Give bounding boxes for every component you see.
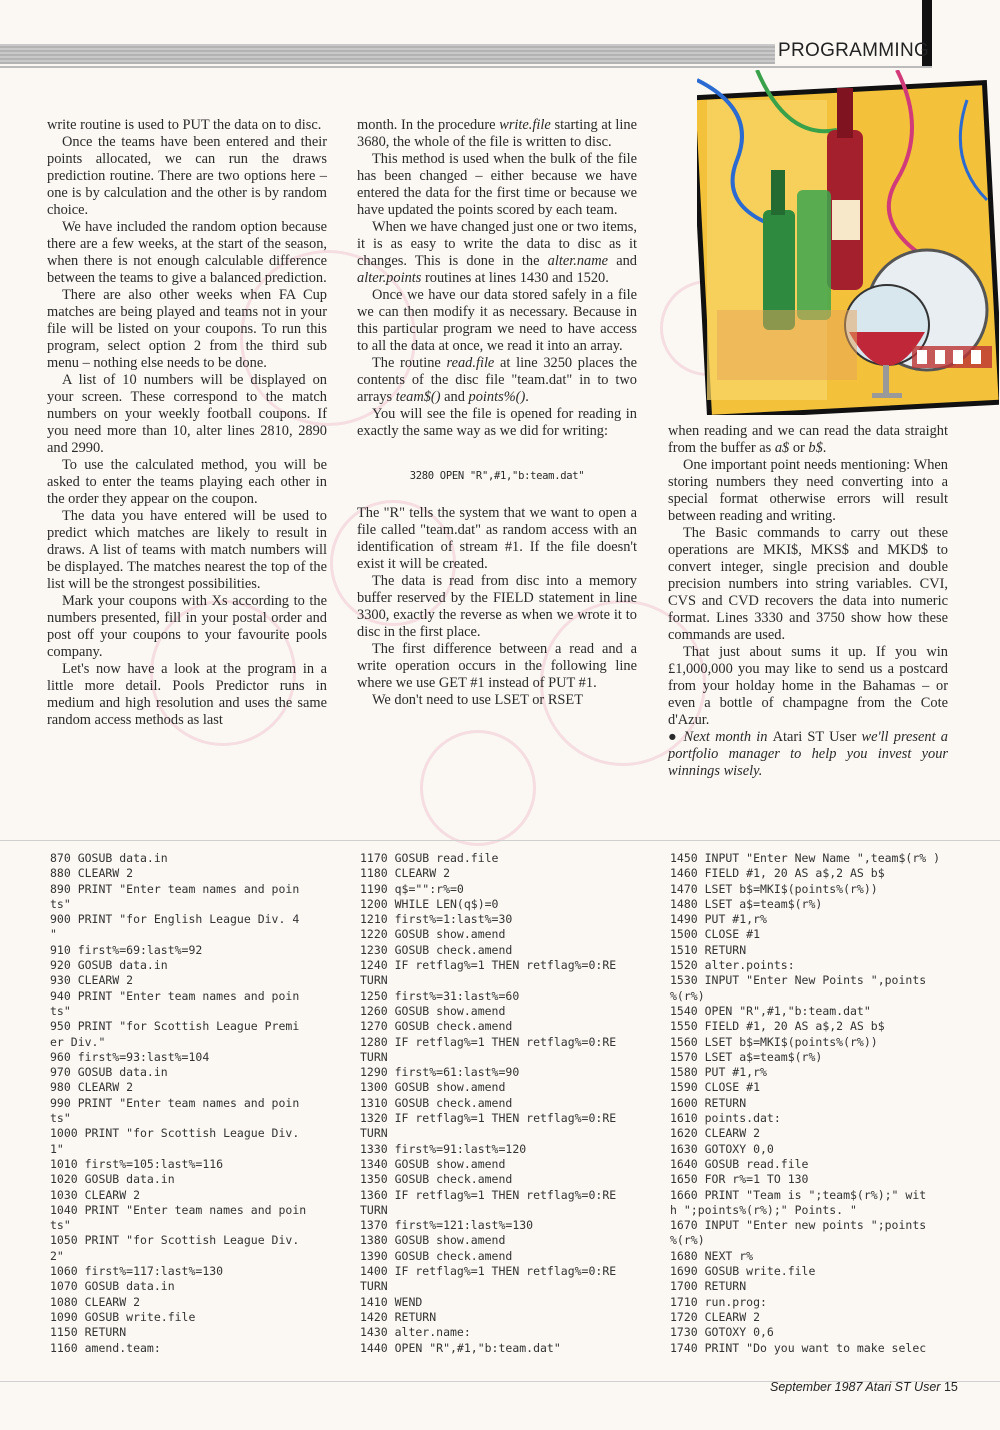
code-line: 1550 FIELD #1, 20 AS a$,2 AS b$ (670, 1019, 885, 1034)
code-line: 1340 GOSUB show.amend (360, 1156, 506, 1171)
code-line: 1230 GOSUB check.amend (360, 942, 513, 957)
code-line: 1000 PRINT "for Scottish League Div. (50, 1126, 300, 1141)
code-line: 1620 CLEARW 2 (670, 1126, 761, 1141)
code-line: 1170 GOSUB read.file (360, 851, 499, 865)
paragraph: The data is read from disc into a memory buffer reserved by the FIELD statement in line 3300, exactly the reverse as when we wrote it to disc in the first place. (357, 573, 637, 640)
code-line: 910 first%=69:last%=92 (50, 942, 203, 957)
next-month-note: ● Next month in Atari ST User we'll present a portfolio manager to help you invest your winnings wisely. (668, 729, 948, 779)
code-line: 880 CLEARW 2 (50, 866, 134, 881)
code-line: 1660 PRINT "Team is ";team$(r%);" wit (670, 1187, 927, 1202)
code-line: 1640 GOSUB read.file (670, 1156, 809, 1171)
code-line: 1040 PRINT "Enter team names and poin (50, 1202, 307, 1217)
code-line: 1630 GOTOXY 0,0 (670, 1141, 774, 1156)
paragraph: You will see the file is opened for reading in exactly the same way as we did for writing: (357, 406, 637, 439)
header-rule (0, 66, 932, 68)
paragraph: Let's now have a look at the program in a little more detail. Pools Predictor runs in medium and high resolution and uses the same random access methods as last (47, 661, 327, 728)
paragraph: We don't need to use LSET or RSET (372, 692, 584, 708)
paragraph: That just about sums it up. If you win £1,000,000 you may like to send us a postcard from your holday home in the Bahamas – or even a bottle of champagne from the Cote d'Azur. (668, 644, 948, 728)
code-line: 980 CLEARW 2 (50, 1080, 134, 1095)
code-line: 1" (50, 1141, 64, 1156)
code-line: 1650 FOR r%=1 TO 130 (670, 1172, 809, 1187)
code-line: 1530 INPUT "Enter New Points ",points (670, 973, 927, 988)
code-line: 1260 GOSUB show.amend (360, 1003, 506, 1018)
code-line: 1440 OPEN "R",#1,"b:team.dat" (360, 1340, 561, 1355)
code-line: 1030 CLEARW 2 (50, 1187, 141, 1202)
code-line: 1150 RETURN (50, 1325, 127, 1340)
page-footer (770, 1380, 958, 1394)
code-line: " (50, 927, 57, 942)
code-line: ts" (50, 1218, 71, 1233)
code-line: 1610 points.dat: (670, 1111, 781, 1126)
paragraph: There are also other weeks when FA Cup matches are being played and teams not in your file will be listed on your coupons. To run this program, select option 2 from the third sub menu – nothing else needs to be done. (47, 287, 327, 371)
code-line: %(r%) (670, 988, 705, 1003)
paragraph: The data you have entered will be used to predict which matches are likely to result in draws. A list of teams with match numbers will be displayed. The matches nearest the top of the list will be the strongest possibilities. (47, 508, 327, 592)
code-line: 1410 WEND (360, 1294, 423, 1309)
code-line: 990 PRINT "Enter team names and poin (50, 1095, 300, 1110)
code-line: 1430 alter.name: (360, 1325, 471, 1340)
bullet-icon: ● (668, 729, 679, 745)
code-line: 1670 INPUT "Enter new points ";points (670, 1218, 927, 1233)
code-line: 1070 GOSUB data.in (50, 1279, 175, 1294)
listing-column-3 (670, 851, 940, 1356)
code-line: 960 first%=93:last%=104 (50, 1049, 210, 1064)
code-line: 930 CLEARW 2 (50, 973, 134, 988)
paragraph: Once we have our data stored safely in a file we can then modify it as necessary. Because in this particular program we need to have access to all the data at once, we read it into an array. (357, 287, 637, 354)
code-line: 1090 GOSUB write.file (50, 1309, 196, 1324)
code-line: 1180 CLEARW 2 (360, 866, 451, 881)
paragraph: The first difference between a read and a write operation occurs in the following line where we use GET #1 instead of PUT #1. (357, 641, 637, 691)
code-line: TURN (360, 1049, 388, 1064)
code-line: 1370 first%=121:last%=130 (360, 1218, 534, 1233)
paragraph: when reading and we can read the data straight from the buffer as a$ or b$. (668, 423, 948, 456)
code-line: ts" (50, 896, 71, 911)
code-line: 1190 q$="":r%=0 (360, 881, 464, 896)
code-line: TURN (360, 1279, 388, 1294)
paragraph: month. In the procedure write.file starting at line 3680, the whole of the file is written to disc. (357, 117, 637, 150)
paragraph: The routine read.file at line 3250 places the contents of the disc file "team.dat" in to two arrays team$() and points%(). (357, 355, 637, 405)
code-line: er Div." (50, 1034, 106, 1049)
code-line: 1420 RETURN (360, 1309, 437, 1324)
code-line: 1390 GOSUB check.amend (360, 1248, 513, 1263)
code-line: 1280 IF retflag%=1 THEN retflag%=0:RE (360, 1034, 617, 1049)
code-line: 1500 CLOSE #1 (670, 927, 761, 942)
code-line: 1330 first%=91:last%=120 (360, 1141, 527, 1156)
paragraph: The Basic commands to carry out these operations are MKI$, MKS$ and MKD$ to convert integer, single precision and double precision numbers into string variables. CVI, CVS and CVD recovers the data into numeric format. Lines 3330 and 3750 show how these commands are used. (668, 525, 948, 643)
code-line: 1310 GOSUB check.amend (360, 1095, 513, 1110)
code-line: 1160 amend.team: (50, 1340, 161, 1355)
code-line: 1460 FIELD #1, 20 AS a$,2 AS b$ (670, 866, 885, 881)
code-line: 1720 CLEARW 2 (670, 1309, 761, 1324)
code-line: 1560 LSET b$=MKI$(points%(r%)) (670, 1034, 878, 1049)
paragraph: The "R" tells the system that we want to open a file called "team.dat" as random access with an identification of stream #1. If the file doesn't exist it will be created. (357, 505, 637, 572)
article-column-2 (357, 117, 637, 709)
section-label: PROGRAMMING (778, 40, 930, 61)
code-line: 2" (50, 1248, 64, 1263)
code-line: 1050 PRINT "for Scottish League Div. (50, 1233, 300, 1248)
code-line: 1590 CLOSE #1 (670, 1080, 761, 1095)
code-line: ts" (50, 1111, 71, 1126)
article-column-1 (47, 117, 327, 729)
code-line: 1360 IF retflag%=1 THEN retflag%=0:RE (360, 1187, 617, 1202)
code-line: 1740 PRINT "Do you want to make selec (670, 1340, 927, 1355)
paragraph: To use the calculated method, you will be asked to enter the teams playing each other in the order they appear on the coupon. (47, 457, 327, 507)
paragraph: Once the teams have been entered and their points allocated, we can run the draws prediction routine. There are two options here – one is by calculation and the other is by random choice. (47, 134, 327, 218)
code-line: 1570 LSET a$=team$(r%) (670, 1049, 823, 1064)
watermark-circle (420, 730, 536, 846)
code-line: 870 GOSUB data.in (50, 851, 168, 865)
code-line: 1020 GOSUB data.in (50, 1172, 175, 1187)
code-line: 890 PRINT "Enter team names and poin (50, 881, 300, 896)
page-number: 15 (943, 1380, 958, 1394)
footer-date-magazine: September 1987 Atari ST User (770, 1380, 941, 1394)
code-line: h ";points%(r%);" Points. " (670, 1202, 857, 1217)
code-line: 1060 first%=117:last%=130 (50, 1264, 224, 1279)
paragraph: We have included the random option because there are a few weeks, at the start of the season, when there is not enough calculable difference between the teams to give a balanced prediction. (47, 219, 327, 286)
code-line: 1680 NEXT r% (670, 1248, 754, 1263)
code-line: 1700 RETURN (670, 1279, 747, 1294)
code-line: 1210 first%=1:last%=30 (360, 912, 513, 927)
code-line: 1010 first%=105:last%=116 (50, 1156, 224, 1171)
code-line: 1240 IF retflag%=1 THEN retflag%=0:RE (360, 958, 617, 973)
code-line: 1600 RETURN (670, 1095, 747, 1110)
code-line: 1470 LSET b$=MKI$(points%(r%)) (670, 881, 878, 896)
code-line: 1400 IF retflag%=1 THEN retflag%=0:RE (360, 1264, 617, 1279)
code-line: 1520 alter.points: (670, 958, 795, 973)
code-line: 1080 CLEARW 2 (50, 1294, 141, 1309)
code-line: 1350 GOSUB check.amend (360, 1172, 513, 1187)
code-line: 1540 OPEN "R",#1,"b:team.dat" (670, 1003, 871, 1018)
code-line: 900 PRINT "for English League Div. 4 (50, 912, 300, 927)
code-line: 1510 RETURN (670, 942, 747, 957)
code-line: 970 GOSUB data.in (50, 1065, 168, 1080)
code-line: 1690 GOSUB write.file (670, 1264, 816, 1279)
code-line: 1250 first%=31:last%=60 (360, 988, 520, 1003)
code-line: 1220 GOSUB show.amend (360, 927, 506, 942)
champagne-illustration (697, 70, 999, 415)
code-line: 1480 LSET a$=team$(r%) (670, 896, 823, 911)
paragraph: This method is used when the bulk of the file has been changed – either because we have entered the data for the first time or because we have updated the points scored by each team. (357, 151, 637, 218)
code-line: 1580 PUT #1,r% (670, 1065, 767, 1080)
code-line: TURN (360, 1202, 388, 1217)
code-line: 1730 GOTOXY 0,6 (670, 1325, 774, 1340)
code-line: TURN (360, 1126, 388, 1141)
code-snippet: 3280 OPEN "R",#1,"b:team.dat" (409, 470, 585, 482)
code-line: 1290 first%=61:last%=90 (360, 1065, 520, 1080)
code-line: 1450 INPUT "Enter New Name ",team$(r% ) (670, 851, 941, 865)
code-line: 1380 GOSUB show.amend (360, 1233, 506, 1248)
paragraph: When we have changed just one or two items, it is as easy to write the data to disc as it changes. This is done in the alter.name and alter.points routines at lines 1430 and 1520. (357, 219, 637, 286)
code-line: 920 GOSUB data.in (50, 958, 168, 973)
listing-column-1 (50, 851, 306, 1356)
code-line: 1300 GOSUB show.amend (360, 1080, 506, 1095)
code-line: 950 PRINT "for Scottish League Premi (50, 1019, 300, 1034)
code-line: 940 PRINT "Enter team names and poin (50, 988, 300, 1003)
paragraph: One important point needs mentioning: When storing numbers they need converting into a special format otherwise errors will result between reading and writing. (668, 457, 948, 524)
article-column-3 (668, 423, 948, 780)
code-line: 1710 run.prog: (670, 1294, 767, 1309)
code-line: 1490 PUT #1,r% (670, 912, 767, 927)
code-line: 1200 WHILE LEN(q$)=0 (360, 896, 499, 911)
code-line: ts" (50, 1003, 71, 1018)
code-line: 1320 IF retflag%=1 THEN retflag%=0:RE (360, 1111, 617, 1126)
listing-column-2 (360, 851, 616, 1356)
header-bar (0, 44, 775, 64)
code-line: %(r%) (670, 1233, 705, 1248)
paragraph: A list of 10 numbers will be displayed on your screen. These correspond to the match numbers on your weekly football coupons. If you need more than 10, alter lines 2810, 2890 and 2990. (47, 372, 327, 456)
code-line: 1270 GOSUB check.amend (360, 1019, 513, 1034)
paragraph: Mark your coupons with Xs according to the numbers presented, fill in your postal order and post off your coupons to your favourite pools company. (47, 593, 327, 660)
paragraph: write routine is used to PUT the data on to disc. (47, 117, 322, 133)
code-line: TURN (360, 973, 388, 988)
